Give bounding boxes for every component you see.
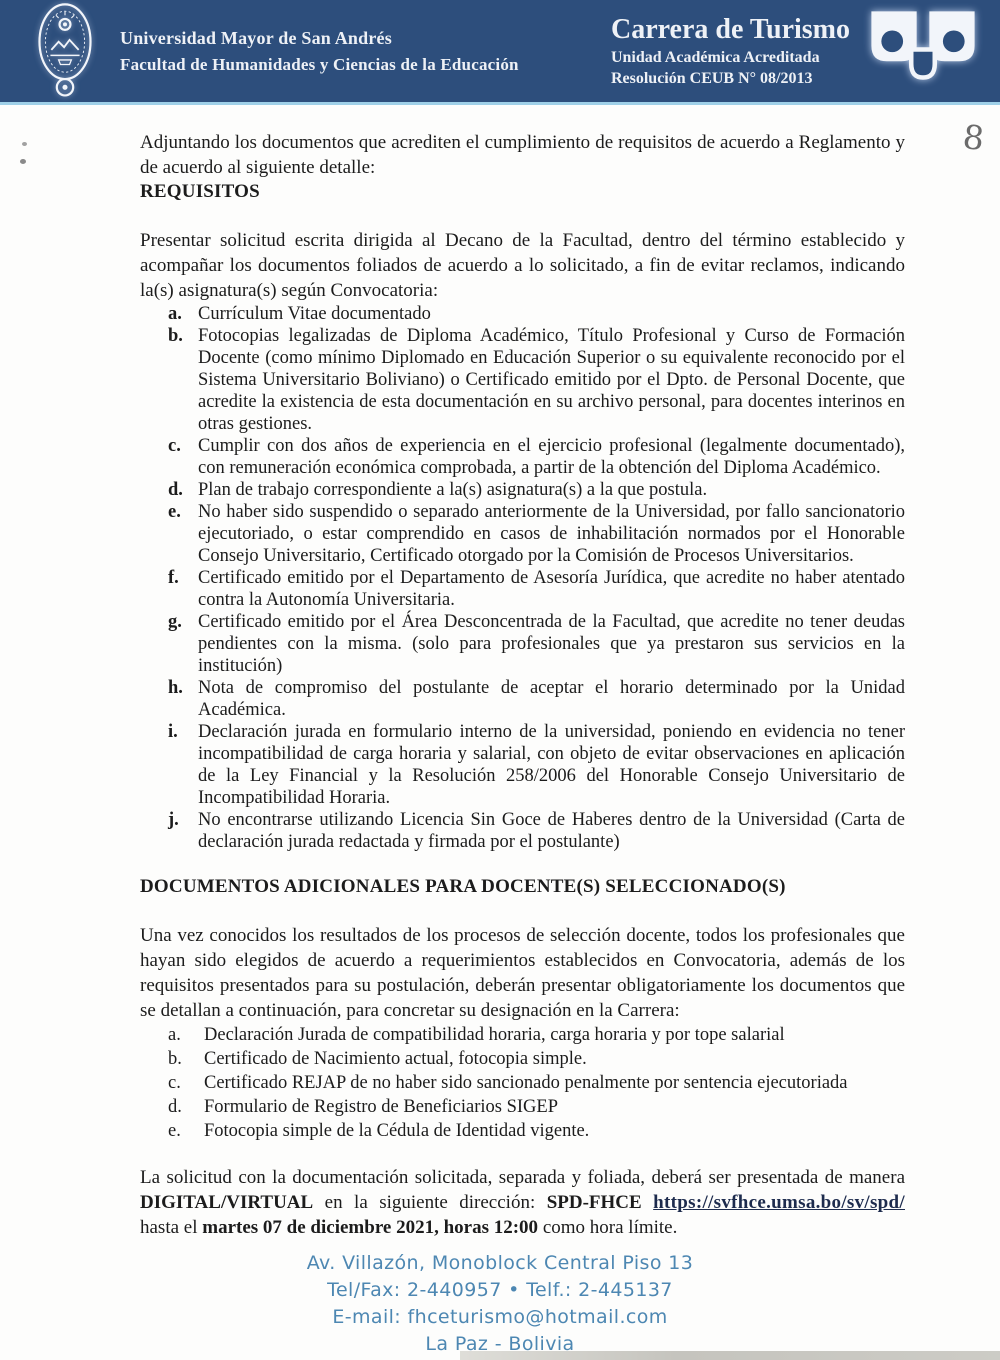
list-item — [168, 1119, 905, 1143]
turismo-masks-icon — [864, 6, 982, 97]
document-body — [140, 130, 905, 1240]
list-item-text: Certificado de Nacimiento actual, fotocopia simple. — [204, 1049, 587, 1069]
closing-bold-digital-virtual: DIGITAL/VIRTUAL — [140, 1192, 314, 1213]
list-item-text: Cumplir con dos años de experiencia en el ejercicio profesional (legalmente documentado), con remuneración económica comprobada, a partir de la obtención del Diploma Académico. — [198, 436, 905, 478]
list-item-text: Fotocopia simple de la Cédula de Identidad vigente. — [204, 1121, 590, 1141]
list-item-text: Certificado REJAP de no haber sido sancionado penalmente por sentencia ejecutoriada — [204, 1073, 848, 1093]
list-item — [168, 303, 905, 325]
umsa-seal-icon — [24, 0, 106, 104]
list-item-marker: a. — [168, 304, 182, 324]
list-item — [168, 1023, 905, 1047]
university-name: Universidad Mayor de San Andrés — [120, 27, 392, 48]
footer-city: La Paz - Bolivia — [425, 1333, 575, 1355]
closing-text: La solicitud con la documentación solicitada, separada y foliada, deberá ser presentada de manera — [140, 1167, 905, 1188]
list-item — [168, 567, 905, 611]
requisitos-lead-paragraph: Presentar solicitud escrita dirigida al Decano de la Facultad, dentro del término establecido y acompañar los documentos foliados de acuerdo a lo solicitado, a fin de evitar reclamos, indicando la(s) asignatura(s) según Convocatoria: — [140, 230, 905, 301]
closing-bold-spd-fhce: SPD-FHCE — [546, 1192, 654, 1213]
list-item-text: Nota de compromiso del postulante de aceptar el horario determinado por la Unidad Académica. — [198, 678, 905, 720]
list-item-marker: c. — [168, 1073, 181, 1093]
list-item — [168, 809, 905, 853]
list-item-marker: e. — [168, 1121, 181, 1141]
resolution-line: Resolución CEUB N° 08/2013 — [610, 70, 813, 88]
closing-text: como hora límite. — [538, 1217, 678, 1238]
closing-bold-deadline: martes 07 de diciembre 2021, horas 12:00 — [202, 1217, 539, 1238]
list-item-text: No haber sido suspendido o separado anteriormente de la Universidad, por fallo sancionatorio ejecutoriado, o estar comprendido en casos de inhabilitación normados por el Honorable Consejo Universitario, Certificado otorgado por la Comisión de Procesos Universitarios. — [198, 502, 905, 566]
list-item-marker: i. — [168, 722, 178, 742]
closing-paragraph — [140, 1165, 905, 1240]
list-item-marker: a. — [168, 1025, 181, 1045]
document-footer — [0, 1250, 1000, 1358]
footer-address: Av. Villazón, Monoblock Central Piso 13 — [306, 1252, 694, 1274]
list-item — [168, 325, 905, 435]
list-item-marker: e. — [168, 502, 181, 522]
list-item-text: Declaración Jurada de compatibilidad horaria, carga horaria y por tope salarial — [204, 1025, 785, 1045]
list-item-text: No encontrarse utilizando Licencia Sin Goce de Haberes dentro de la Universidad (Carta de declaración jurada redactada y firmada por el postulante) — [198, 810, 905, 852]
header-institution-block — [120, 28, 519, 75]
header-career-block — [611, 14, 850, 89]
list-item-marker: g. — [168, 612, 182, 632]
list-item-marker: h. — [168, 678, 183, 698]
pencil-mark — [22, 142, 27, 146]
adicionales-list — [140, 1023, 905, 1143]
submission-url-link[interactable]: https://svfhce.umsa.bo/sv/spd/ — [653, 1192, 905, 1213]
list-item-marker: c. — [168, 436, 181, 456]
closing-text: hasta el — [140, 1217, 203, 1238]
list-item-text: Formulario de Registro de Beneficiarios SIGEP — [204, 1097, 559, 1117]
closing-text: en la siguiente dirección: — [313, 1192, 547, 1213]
list-item — [168, 501, 905, 567]
list-item-text: Declaración jurada en formulario interno de la universidad, poniendo en evidencia no tener incompatibilidad de carga horaria y salarial, con objeto de evitar observaciones en aplicación de la Ley Financial y la Resolución 258/2006 del Honorable Consejo Universitario de Incompatibilidad Horaria. — [198, 722, 905, 808]
list-item — [168, 1095, 905, 1119]
list-item — [168, 1047, 905, 1071]
footer-email: E-mail: fhceturismo@hotmail.com — [332, 1306, 668, 1328]
list-item — [168, 1071, 905, 1095]
list-item-marker: f. — [168, 568, 179, 588]
list-item-text: Plan de trabajo correspondiente a la(s) asignatura(s) a la que postula. — [198, 480, 708, 500]
career-title: Carrera de Turismo — [610, 13, 850, 45]
list-item-marker: j. — [168, 810, 179, 830]
adicionales-lead-paragraph: Una vez conocidos los resultados de los procesos de selección docente, todos los profesionales que hayan sido elegidos de acuerdo a requerimientos establecidos en Convocatoria, además de los requisitos presentados para su postulación, deberán presentar obligatoriamente los documentos que se detallan a continuación, para concretar su designación en la Carrera: — [140, 925, 905, 1021]
list-item — [168, 479, 905, 501]
list-item — [168, 611, 905, 677]
handwritten-page-number: 8 — [961, 117, 986, 158]
list-item-text: Certificado emitido por el Área Desconcentrada de la Facultad, que acredite no tener deudas pendientes con la misma. (solo para profesionales que ya prestaron sus servicios en la institución) — [198, 612, 905, 676]
intro-paragraph: Adjuntando los documentos que acrediten el cumplimiento de requisitos de acuerdo a Reglamento y de acuerdo al siguiente detalle: — [140, 132, 905, 178]
requisitos-list — [140, 303, 905, 853]
requisitos-heading: REQUISITOS — [140, 181, 260, 202]
list-item-marker: d. — [168, 480, 183, 500]
list-item-marker: b. — [168, 1049, 182, 1069]
list-item-text: Currículum Vitae documentado — [198, 304, 431, 324]
footer-phones: Tel/Fax: 2-440957 • Telf.: 2-445137 — [327, 1279, 673, 1301]
list-item-text: Fotocopias legalizadas de Diploma Académico, Título Profesional y Curso de Formación Docente (como mínimo Diplomado en Educación Superior o su equivalente reconocido por el Sistema Universitario Boliviano) o Certificado emitido por el Dpto. de Personal Docente, que acredite la existencia de esta documentación en su archivo personal, para docentes interinos en otras gestiones. — [198, 326, 905, 434]
list-item — [168, 721, 905, 809]
list-item-text: Certificado emitido por el Departamento de Asesoría Jurídica, que acredite no haber atentado contra la Autonomía Universitaria. — [198, 568, 905, 610]
document-header — [0, 0, 1000, 105]
accreditation-line: Unidad Académica Acreditada — [610, 48, 820, 66]
list-item-marker: d. — [168, 1097, 182, 1117]
list-item-marker: b. — [168, 326, 183, 346]
list-item — [168, 677, 905, 721]
list-item — [168, 435, 905, 479]
pencil-mark — [20, 159, 26, 164]
adicionales-heading: DOCUMENTOS ADICIONALES PARA DOCENTE(S) SELECCIONADO(S) — [140, 876, 786, 897]
faculty-name: Facultad de Humanidades y Ciencias de la Educación — [120, 54, 519, 74]
